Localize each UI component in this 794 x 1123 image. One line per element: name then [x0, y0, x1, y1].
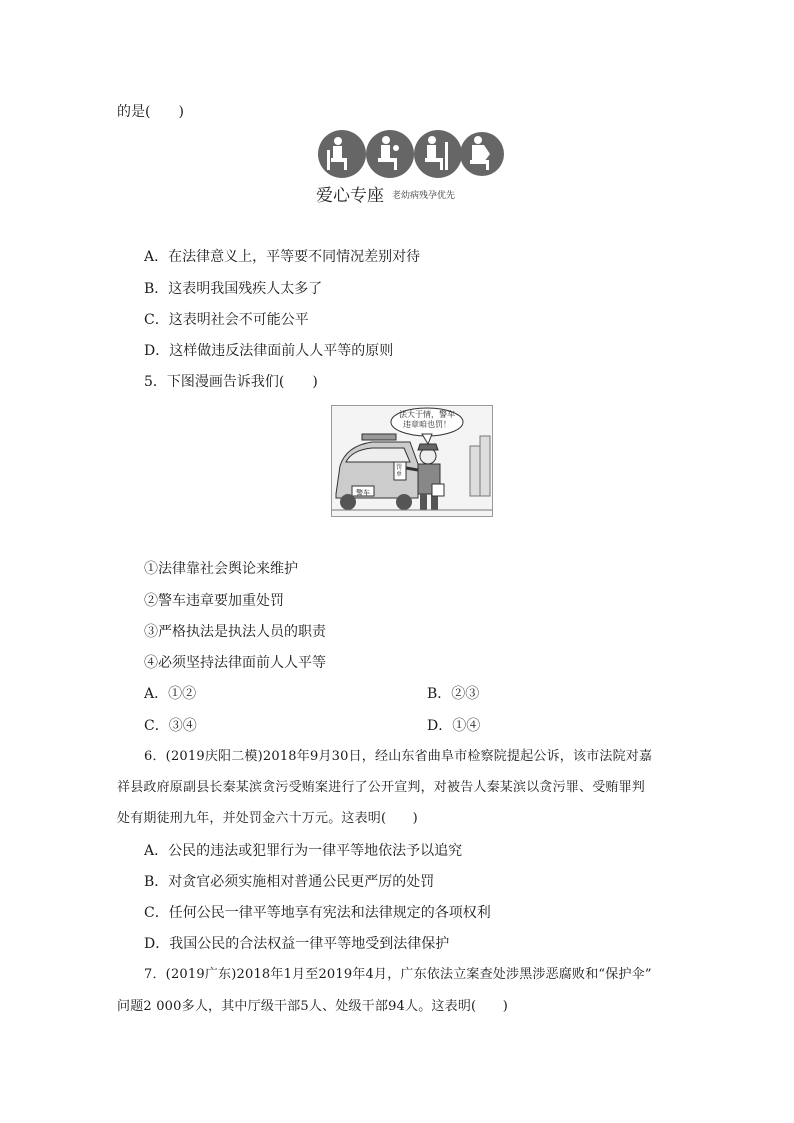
q6-stem-line-3: 处有期徒刑九年，并处罚金六十万元。这表明( ) — [117, 811, 418, 826]
q7-stem-line-2: 问题2 000多人，其中厅级干部5人、处级干部94人。这表明( ) — [117, 999, 508, 1014]
q5-option-c: C．③④ — [144, 718, 197, 734]
person-with-crutch-icon — [414, 130, 462, 178]
car-plate-text: 警车 — [356, 489, 370, 497]
q5-option-d: D．①④ — [427, 718, 481, 734]
q4-stem-tail: 的是( ) — [117, 104, 184, 120]
q6-option-d: D．我国公民的合法权益一律平等地受到法律保护 — [144, 936, 450, 952]
person-with-child-icon — [366, 130, 414, 178]
q5-statement-2: ②警车违章要加重处罚 — [144, 593, 284, 609]
police-car-cartoon — [331, 405, 493, 517]
q6-option-c: C．任何公民一律平等地享有宪法和法律规定的各项权利 — [144, 905, 491, 921]
q5-option-b: B．②③ — [427, 686, 480, 702]
q6-option-b: B．对贪官必须实施相对普通公民更严厉的处罚 — [144, 874, 435, 890]
love-seat-label: 爱心专座 — [316, 186, 384, 206]
q4-option-c: C．这表明社会不可能公平 — [144, 312, 309, 328]
q4-option-b: B．这表明我国残疾人太多了 — [144, 281, 323, 297]
pregnant-woman-icon — [460, 132, 504, 176]
q7-stem-line-1: 7．(2019广东)2018年1月至2019年4月，广东依法立案查处涉黑涉恶腐败和“保护伞” — [144, 967, 652, 982]
q4-option-a: A．在法律意义上，平等要不同情况差别对待 — [144, 249, 421, 265]
q6-stem-line-1: 6．(2019庆阳二模)2018年9月30日，经山东省曲阜市检察院提起公诉，该市法院对嘉 — [144, 749, 653, 764]
elderly-person-icon — [318, 130, 366, 178]
q5-statement-4: ④必须坚持法律面前人人平等 — [144, 655, 326, 671]
q5-statement-1: ①法律靠社会舆论来维护 — [144, 561, 298, 577]
q6-stem-line-2: 祥县政府原副县长秦某滨贪污受贿案进行了公开宣判，对被告人秦某滨以贪污罪、受贿罪判 — [117, 780, 646, 795]
q5-option-a: A．①② — [144, 686, 197, 702]
q4-option-d: D．这样做违反法律面前人人平等的原则 — [144, 343, 394, 359]
q6-option-a: A．公民的违法或犯罪行为一律平等地依法予以追究 — [144, 843, 463, 859]
q5-statement-3: ③严格执法是执法人员的职责 — [144, 624, 326, 640]
love-seat-sublabel: 老幼病残孕优先 — [392, 191, 456, 201]
cartoon-speech-text: 法大于情，警车违章咱也罚！ — [399, 410, 455, 429]
q5-stem: 5．下图漫画告诉我们( ) — [144, 374, 318, 390]
ticket-text: 罚单 — [396, 464, 403, 478]
